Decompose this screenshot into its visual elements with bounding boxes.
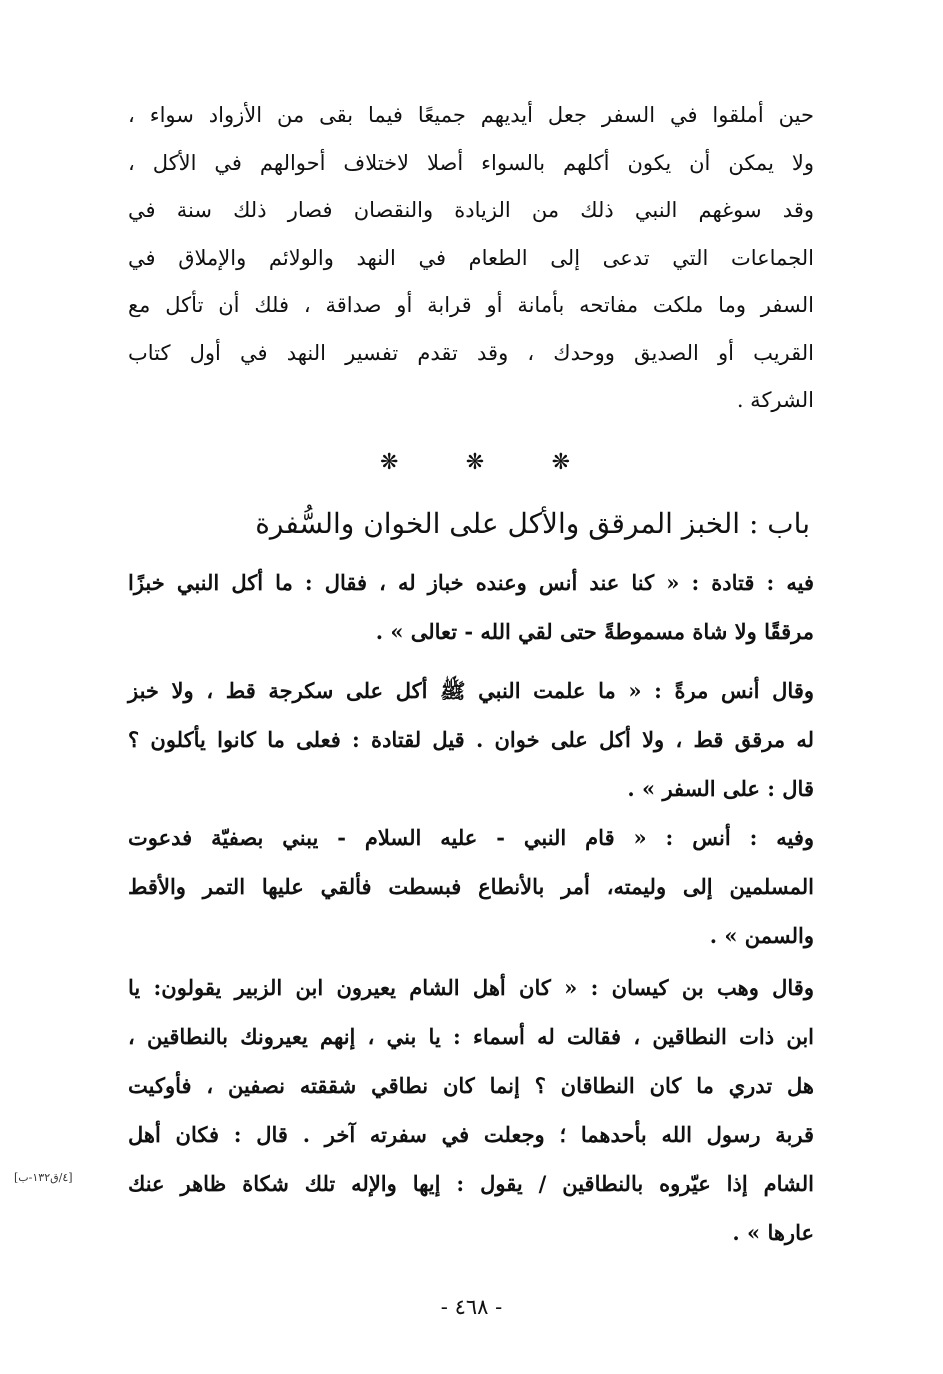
hadith-paragraph	[128, 813, 814, 960]
text-line: والسمن » .	[709, 923, 814, 948]
text-line: قربة رسول الله بأحدهما ؛ وجعلت في سفرته آخر . قال : فكان أهل	[128, 1122, 814, 1147]
text-line: الشركة .	[736, 388, 814, 412]
text-line: وقال وهب بن كيسان : « كان أهل الشام يعيرون ابن الزبير يقولون: يا	[128, 975, 814, 1000]
intro-paragraph	[128, 92, 814, 425]
star-ornament-icon: ❋	[551, 450, 570, 475]
text-line: القريب أو الصديق ووحدك ، وقد تقدم تفسير النهد في أول كتاب	[128, 340, 814, 365]
page-number: - ٤٦٨ -	[440, 1295, 503, 1319]
text-line: وقال أنس مرةً : « ما علمت النبي ﷺ أكل على سكرجة قط ، ولا خبز	[128, 678, 814, 703]
section-separator	[380, 446, 570, 480]
text-line: المسلمين إلى وليمته، أمر بالأنطاع فبسطت فألقي عليها التمر والأقط	[128, 874, 814, 899]
hadith-paragraph	[128, 666, 814, 813]
text-line: ولا يمكن أن يكون أكلهم بالسواء أصلا لاختلاف أحوالهم في الأكل ،	[128, 150, 814, 175]
text-line: السفر وما ملكت مفاتحه بأمانة أو قرابة أو صداقة ، فلك أن تأكل مع	[128, 293, 814, 317]
text-line: الشام إذا عيّروه بالنطاقين / يقول : إيها والإله تلك شكاة ظاهر عنك	[128, 1171, 814, 1196]
text-line: هل تدري ما كان النطاقان ؟ إنما كان نطاقي شققته نصفين ، فأوكيت	[128, 1073, 814, 1098]
star-ornament-icon: ❋	[380, 450, 399, 475]
chapter-heading: باب : الخبز المرقق والأكل على الخوان والسُّفرة	[255, 507, 810, 540]
star-ornament-icon: ❋	[465, 450, 485, 475]
hadith-paragraph	[128, 963, 814, 1257]
text-line: الجماعات التي تدعى إلى الطعام في النهد والولائم والإملاق في	[128, 245, 814, 270]
text-line: قال : على السفر » .	[627, 776, 814, 801]
text-line: له مرقق قط ، ولا أكل على خوان . قيل لقتادة : فعلى ما كانوا يأكلون ؟	[128, 727, 814, 752]
manuscript-folio-reference: [٤/ق١٣٢-ب]	[14, 1171, 73, 1184]
text-line: حين أملقوا في السفر جعل أيديهم جميعًا فيما بقى من الأزواد سواء ،	[128, 103, 814, 127]
hadith-paragraph	[128, 558, 814, 656]
text-line: ابن ذات النطاقين ، فقالت له أسماء : يا بني ، إنهم يعيرونك بالنطاقين ،	[128, 1024, 814, 1049]
text-line: وقد سوغهم النبي ذلك من الزيادة والنقصان فصار ذلك سنة في	[128, 198, 814, 222]
text-line: فيه : قتادة : « كنا عند أنس وعنده خباز له ، فقال : ما أكل النبي خبزًا	[128, 570, 814, 595]
text-line: عارها » .	[732, 1220, 814, 1245]
text-line: مرققًا ولا شاة مسموطةً حتى لقي الله - تعالى » .	[375, 619, 814, 644]
text-line: وفيه : أنس : « قام النبي - عليه السلام - يبني بصفيّة فدعوت	[128, 825, 814, 850]
